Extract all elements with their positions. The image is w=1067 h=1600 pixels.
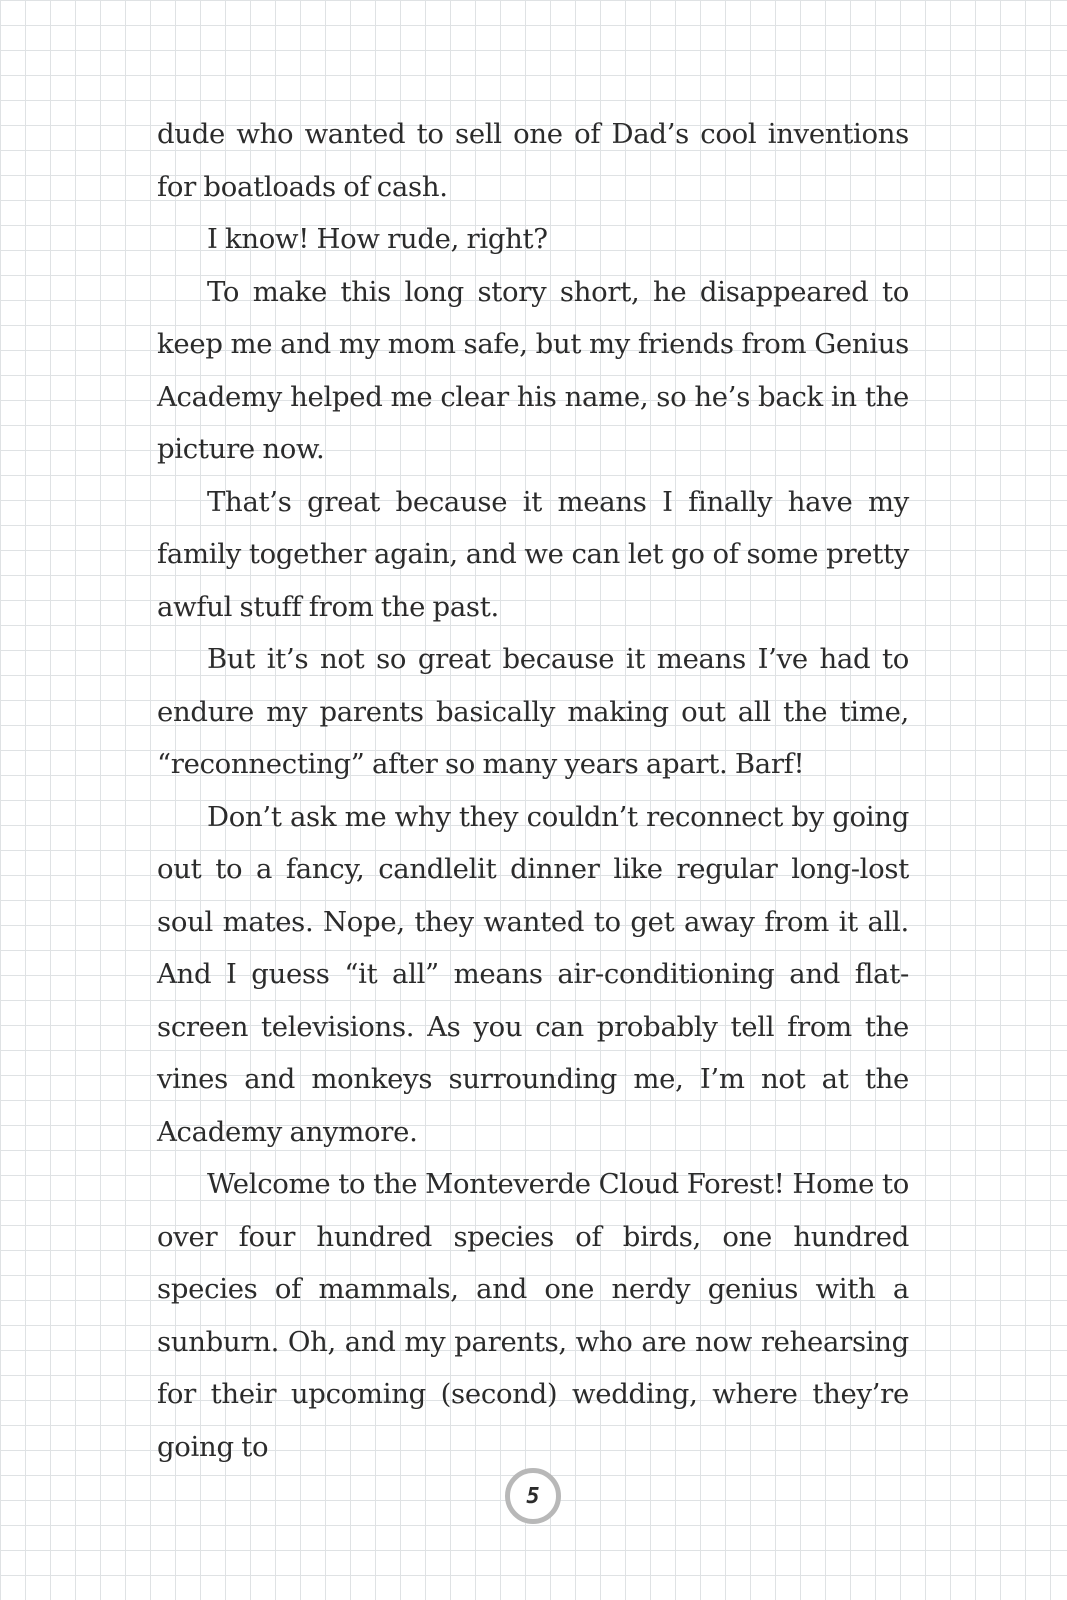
- paragraph: To make this long story short, he disappeared to keep me and my mom safe, but my friends from Genius Academy helped me clear his name, so he’s back in the picture now.: [157, 275, 909, 465]
- paragraph: That’s great because it means I finally have my family together again, and we can let go of some pretty awful stuff from the past.: [157, 485, 909, 623]
- page-number: 5: [526, 1483, 540, 1509]
- paragraph: Welcome to the Monteverde Cloud Forest! Home to over four hundred species of birds, one hundred species of mammals, and one nerdy genius with a sunburn. Oh, and my parents, who are now rehearsing for their upcoming (second) wedding, where they’re going to: [157, 1168, 909, 1463]
- paragraph: Don’t ask me why they couldn’t reconnect by going out to a fancy, candlelit dinner like regular long-lost soul mates. Nope, they wanted to get away from it all. And I guess “it all” means air-conditioning and flat-screen televisions. As you can probably tell from the vines and monkeys surrounding me, I’m not at the Academy anymore.: [157, 800, 909, 1148]
- page-body-text: [157, 108, 909, 1473]
- paragraph: I know! How rude, right?: [207, 223, 548, 255]
- page-number-badge: [505, 1468, 561, 1524]
- paragraph: dude who wanted to sell one of Dad’s cool inventions for boatloads of cash.: [157, 118, 909, 203]
- paragraph: But it’s not so great because it means I’ve had to endure my parents basically making out all the time, “reconnecting” after so many years apart. Barf!: [157, 643, 909, 780]
